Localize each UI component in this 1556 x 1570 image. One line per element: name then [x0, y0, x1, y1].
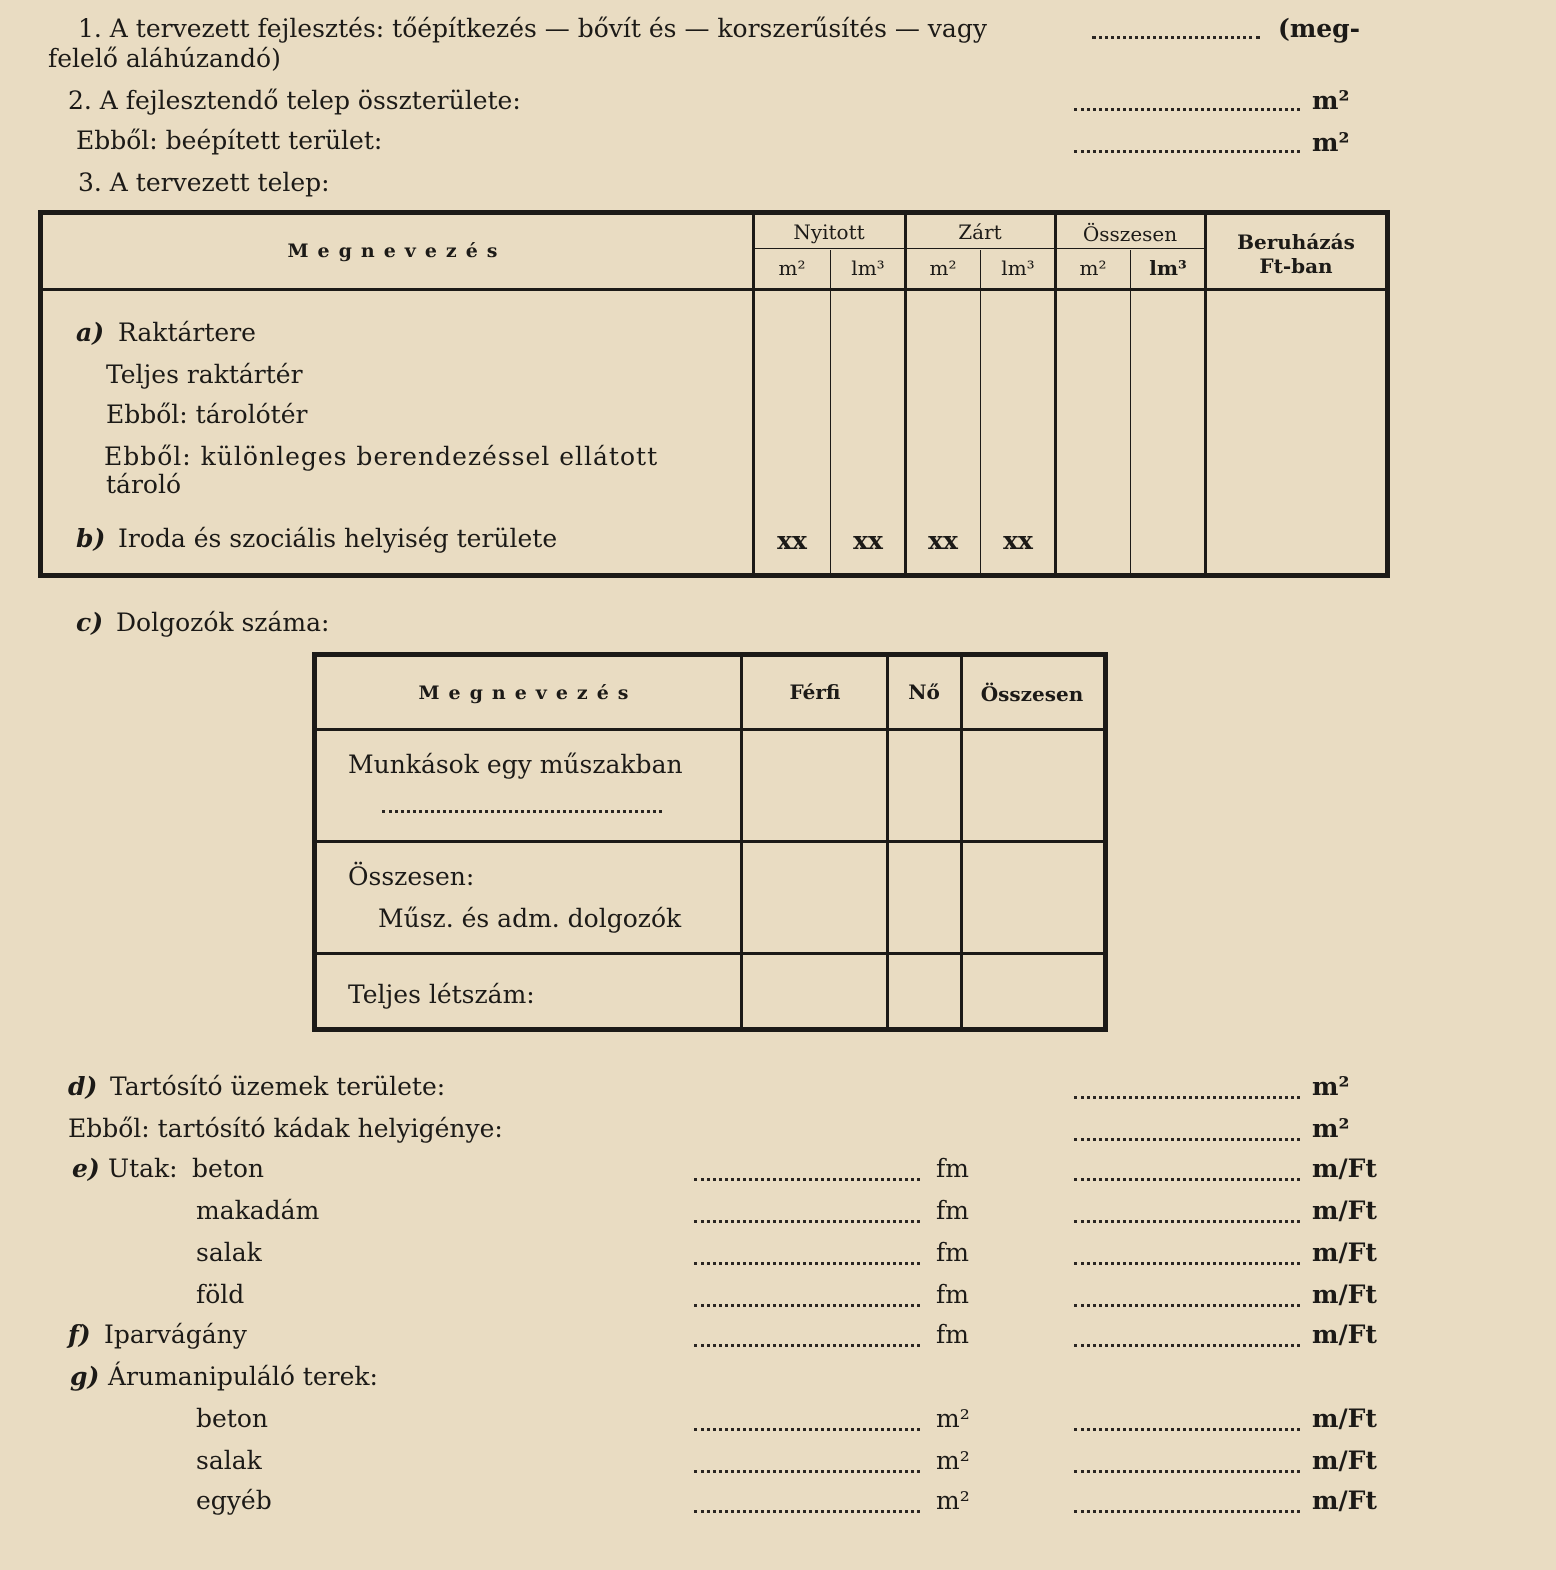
built-unit: m²: [1312, 128, 1350, 157]
row-b-xx: xx: [853, 526, 883, 555]
road-length-fill-line[interactable]: [694, 1262, 920, 1265]
road-length-fill-line[interactable]: [694, 1220, 920, 1223]
table1-group-zart: Zárt: [958, 220, 1002, 244]
item2-fill-line[interactable]: [1074, 108, 1300, 111]
table2-munkasok-fill-line[interactable]: [382, 810, 662, 813]
row-tarolotere: Ebből: tárolótér: [106, 400, 308, 429]
table1-group-osszesen: Összesen: [1082, 222, 1178, 246]
road-cost-fill-line[interactable]: [1074, 1178, 1300, 1181]
tubs-label: Ebből: tartósító kádak helyigénye:: [68, 1114, 503, 1143]
road-cost-fill-line[interactable]: [1074, 1262, 1300, 1265]
road-unit: fm: [936, 1280, 969, 1309]
row-b-label: Iroda és szociális helyiség területe: [118, 524, 558, 553]
yard-unit2: m/Ft: [1312, 1404, 1377, 1433]
built-label: Ebből: beépített terület:: [76, 126, 383, 155]
tubs-unit: m²: [1312, 1114, 1350, 1143]
table2-header-megnevezes: Megnevezés: [418, 682, 638, 704]
item-f-cost-fill-line[interactable]: [1074, 1344, 1300, 1347]
item-e-label: Utak:: [108, 1154, 178, 1183]
road-cost-fill-line[interactable]: [1074, 1220, 1300, 1223]
item1-fill-line[interactable]: [1092, 36, 1260, 39]
road-unit2: m/Ft: [1312, 1280, 1377, 1309]
row-kulonleges-line1: Ebből: különleges berendezéssel ellátott: [104, 442, 659, 471]
yard-area-fill-line[interactable]: [694, 1510, 920, 1513]
row-teljes-raktarter: Teljes raktártér: [106, 360, 303, 389]
row-a-label: Raktártere: [118, 318, 256, 347]
table1-subdivider: [1130, 250, 1131, 574]
yard-area-fill-line[interactable]: [694, 1470, 920, 1473]
row-b-xx: xx: [928, 526, 958, 555]
yard-cost-fill-line[interactable]: [1074, 1470, 1300, 1473]
road-unit2: m/Ft: [1312, 1196, 1377, 1225]
item-g-label: Árumanipuláló terek:: [108, 1362, 378, 1391]
built-fill-line[interactable]: [1074, 150, 1300, 153]
table1-subdivider: [980, 250, 981, 574]
table2-row-rule: [316, 952, 1104, 955]
table1-invest-line1: Beruházás: [1237, 230, 1355, 254]
table2-col-osszesen: Összesen: [980, 682, 1084, 706]
item-f-label: Iparvágány: [104, 1320, 247, 1349]
road-cost-fill-line[interactable]: [1074, 1304, 1300, 1307]
road-unit: fm: [936, 1196, 969, 1225]
item-d-fill-line[interactable]: [1074, 1096, 1300, 1099]
item-f-length-fill-line[interactable]: [694, 1344, 920, 1347]
item-c-label: Dolgozók száma:: [116, 608, 330, 637]
yard-cost-fill-line[interactable]: [1074, 1510, 1300, 1513]
table2-divider: [740, 656, 743, 1028]
road-name: salak: [196, 1238, 262, 1267]
yard-cost-fill-line[interactable]: [1074, 1428, 1300, 1431]
road-name: beton: [192, 1154, 264, 1183]
table1-header-rule: [42, 288, 1386, 291]
item-f-unit2: m/Ft: [1312, 1320, 1377, 1349]
row-b-xx: xx: [777, 526, 807, 555]
item3-label: 3. A tervezett telep:: [78, 168, 330, 197]
table2-row-munkasok: Munkások egy műszakban: [348, 750, 683, 779]
road-name: makadám: [196, 1196, 320, 1225]
item2-unit: m²: [1312, 86, 1350, 115]
item-e-marker: e): [72, 1154, 100, 1183]
row-b-marker: b): [76, 524, 106, 553]
row-a-marker: a): [76, 318, 105, 347]
table2-col-ferfi: Férfi: [789, 680, 841, 704]
item-f-unit: fm: [936, 1320, 969, 1349]
table1-invest-line2: Ft-ban: [1259, 254, 1333, 278]
road-unit2: m/Ft: [1312, 1238, 1377, 1267]
yard-unit: m²: [936, 1404, 970, 1433]
road-length-fill-line[interactable]: [694, 1178, 920, 1181]
yard-unit: m²: [936, 1446, 970, 1475]
table1-sub-lm3: lm³: [851, 256, 885, 280]
item-d-unit: m²: [1312, 1072, 1350, 1101]
table1-group-nyitott: Nyitott: [793, 220, 865, 244]
yard-name: salak: [196, 1446, 262, 1475]
table2-row-rule: [316, 840, 1104, 843]
yard-name: egyéb: [196, 1486, 272, 1515]
road-unit: fm: [936, 1238, 969, 1267]
tubs-fill-line[interactable]: [1074, 1138, 1300, 1141]
yard-name: beton: [196, 1404, 268, 1433]
item2-label: 2. A fejlesztendő telep összterülete:: [68, 86, 521, 115]
table1-sub-lm3: lm³: [1149, 256, 1187, 280]
table1-group-rule: [754, 248, 1206, 249]
table2-divider: [960, 656, 963, 1028]
table2-header-rule: [316, 728, 1104, 731]
item1-line2: felelő aláhúzandó): [48, 44, 281, 73]
yard-unit: m²: [936, 1486, 970, 1515]
table1-sub-m2: m²: [929, 256, 957, 280]
table2-row-musz-adm: Műsz. és adm. dolgozók: [378, 904, 682, 933]
table1-sub-lm3: lm³: [1001, 256, 1035, 280]
yard-unit2: m/Ft: [1312, 1486, 1377, 1515]
table2-row-teljes-letszam: Teljes létszám:: [348, 980, 535, 1009]
item-g-marker: g): [70, 1362, 100, 1391]
item-c-marker: c): [76, 608, 104, 637]
road-length-fill-line[interactable]: [694, 1304, 920, 1307]
row-kulonleges-line2: tároló: [106, 470, 181, 499]
table1-sub-m2: m²: [1079, 256, 1107, 280]
road-unit2: m/Ft: [1312, 1154, 1377, 1183]
row-b-xx: xx: [1003, 526, 1033, 555]
item-d-marker: d): [68, 1072, 98, 1101]
road-name: föld: [196, 1280, 245, 1309]
road-unit: fm: [936, 1154, 969, 1183]
table2-row-osszesen: Összesen:: [348, 862, 475, 891]
table2-divider: [886, 656, 889, 1028]
item1-tail: (meg-: [1278, 14, 1361, 43]
item1-line1: 1. A tervezett fejlesztés: tőépítkezés — bővít és — korszerűsítés — vagy: [78, 14, 987, 43]
table1-sub-m2: m²: [778, 256, 806, 280]
table2-col-no: Nő: [908, 680, 940, 704]
table1-subdivider: [830, 250, 831, 574]
table1-header-megnevezes: Megnevezés: [287, 240, 507, 262]
yard-unit2: m/Ft: [1312, 1446, 1377, 1475]
yard-area-fill-line[interactable]: [694, 1428, 920, 1431]
item-f-marker: f): [68, 1320, 91, 1349]
item-d-label: Tartósító üzemek területe:: [110, 1072, 446, 1101]
